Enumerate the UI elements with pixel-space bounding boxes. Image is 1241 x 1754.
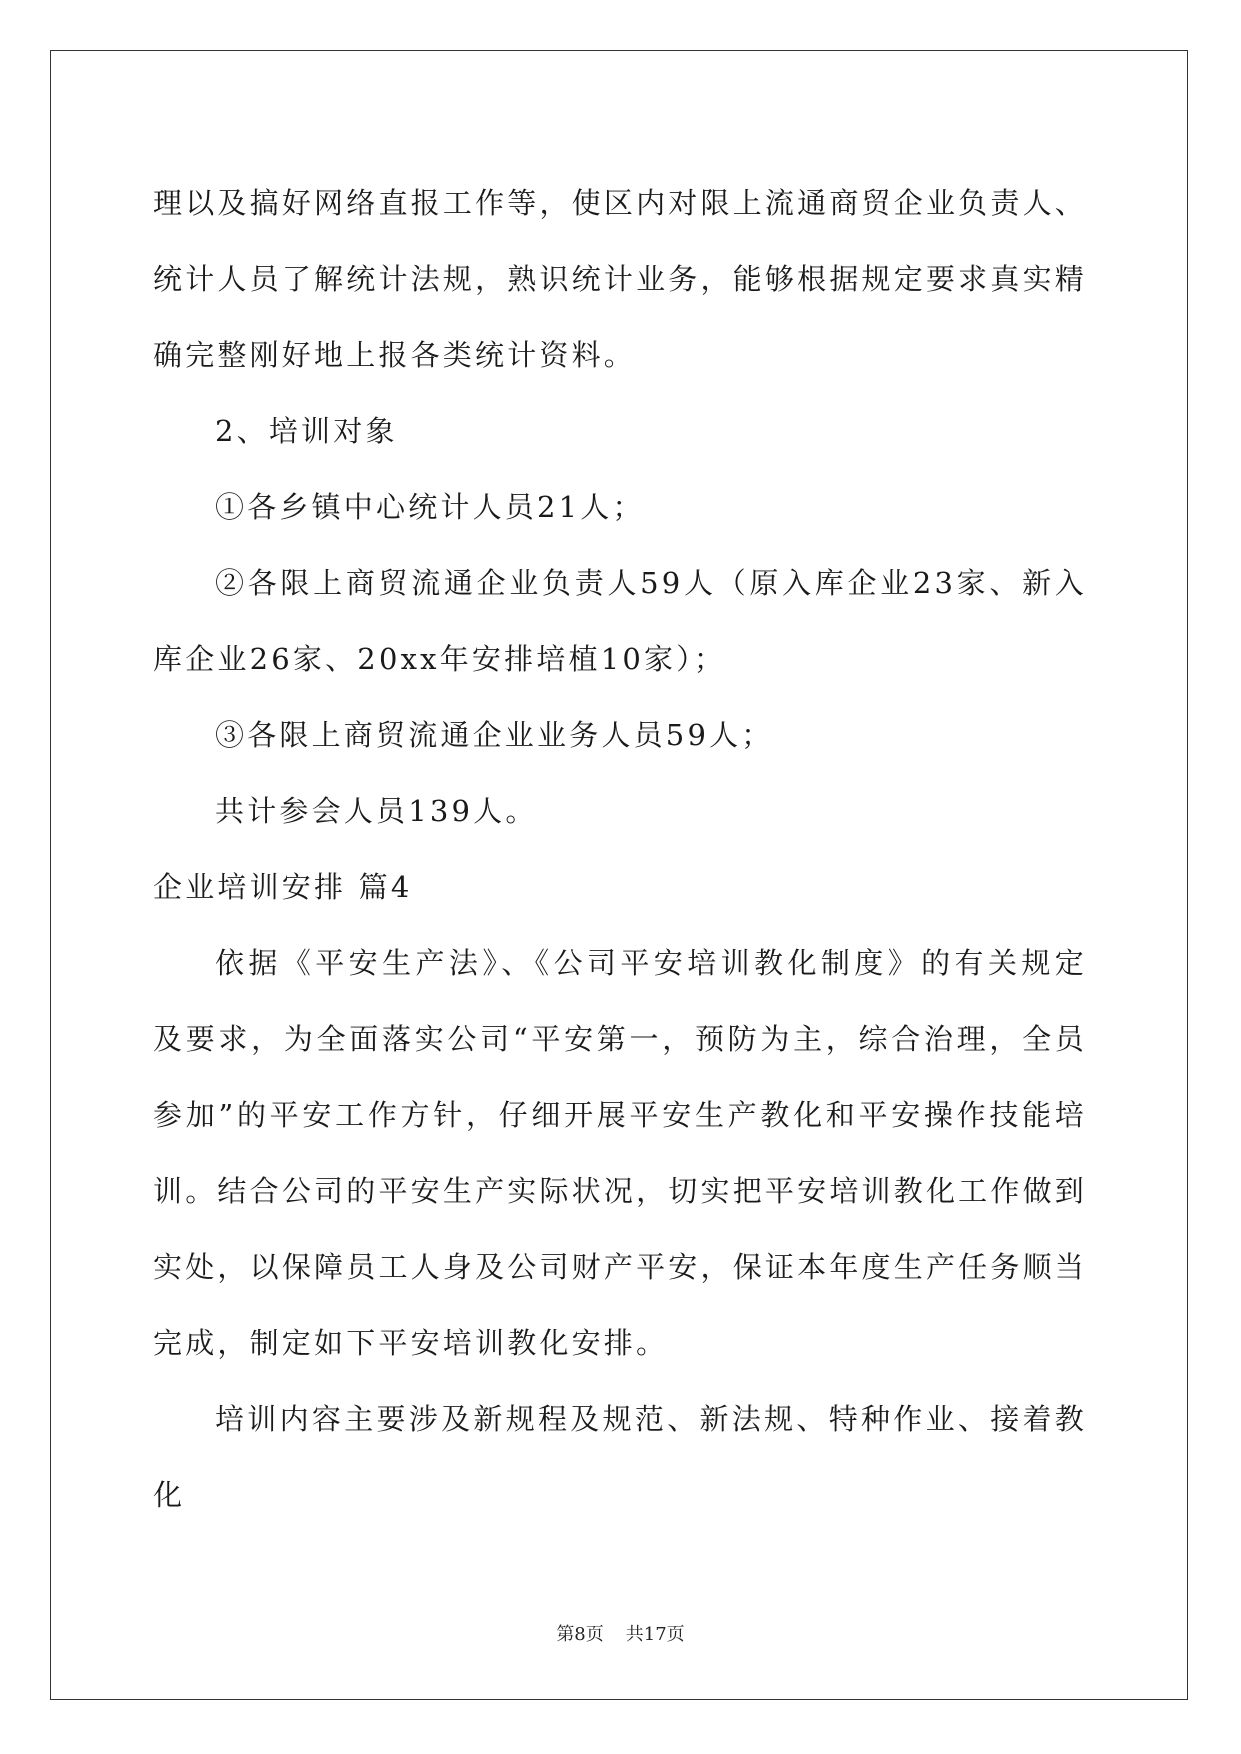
list-item-township-staff: ①各乡镇中心统计人员21人； [215, 490, 645, 524]
page-total: 共17页 [625, 1624, 685, 1645]
page-footer [0, 1620, 1241, 1646]
paragraph-continuation: 理以及搞好网络直报工作等，使区内对限上流通商贸企业负责人、统计人员了解统计法规，熟识统计业务，能够根据规定要求真实精确完整刚好地上报各类统计资料。 [153, 186, 1087, 372]
page-number: 第8页 [556, 1624, 604, 1645]
document-body [153, 165, 1087, 1533]
paragraph-safety-basis: 依据《平安生产法》、《公司平安培训教化制度》的有关规定及要求，为全面落实公司“平安第一，预防为主，综合治理，全员参加”的平安工作方针，仔细开展平安生产教化和平安操作技能培训。结合公司的平安生产实际状况，切实把平安培训教化工作做到实处，以保障员工人身及公司财产平安，保证本年度生产任务顺当完成，制定如下平安培训教化安排。 [153, 946, 1087, 1360]
list-item-enterprise-heads: ②各限上商贸流通企业负责人59人（原入库企业23家、新入库企业26家、20xx年安排培植10家）； [153, 566, 1087, 676]
total-attendees: 共计参会人员139人。 [215, 794, 538, 828]
section-heading: 企业培训安排 篇4 [153, 870, 413, 904]
list-item-enterprise-staff: ③各限上商贸流通企业业务人员59人； [215, 718, 774, 752]
section-subtitle-training-targets: 2、培训对象 [215, 414, 398, 448]
paragraph-training-content: 培训内容主要涉及新规程及规范、新法规、特种作业、接着教化 [153, 1402, 1087, 1512]
